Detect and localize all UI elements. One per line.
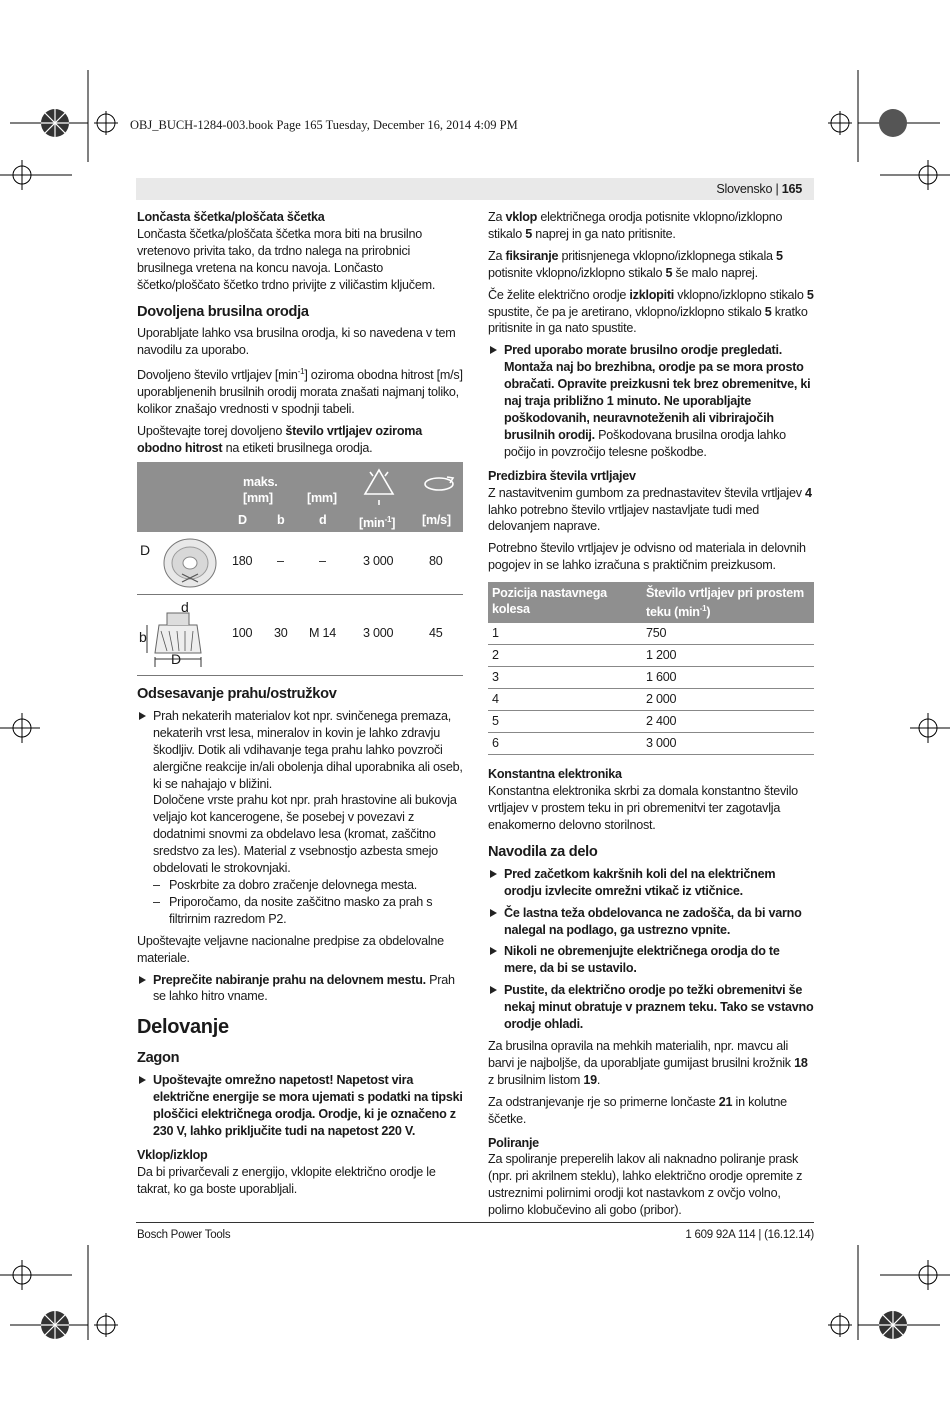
bullet-item: Nikoli ne obremenjujte električnega orodja do te mere, da bi se ustavilo.	[488, 943, 814, 977]
cell: 3	[488, 667, 642, 689]
col-header-mm: [mm]	[307, 491, 337, 505]
speed-table	[488, 582, 814, 755]
paragraph: Za fiksiranje pritisnjenega vklopno/izklopnega stikala 5 potisnite vklopno/izklopno stikalo 5 še malo naprej.	[488, 248, 783, 280]
tool-table-row	[137, 595, 463, 676]
paragraph: Upoštevajte torej dovoljeno število vrtljajev oziroma obodno hitrost na etiketi brusilnega orodja.	[137, 424, 422, 456]
right-column	[488, 209, 814, 1219]
table-row	[488, 733, 814, 755]
section-title: Lončasta ščetka/ploščata ščetka	[137, 210, 325, 224]
subsection-title: Poliranje	[488, 1135, 539, 1150]
cell: 3 000	[642, 733, 814, 755]
cell: 750	[642, 623, 814, 645]
subsection-title: Vklop/izklop	[137, 1147, 208, 1162]
cell-ms: 45	[429, 626, 443, 640]
chapter-title: Delovanje	[137, 1016, 229, 1039]
running-head: Slovensko | 165	[716, 182, 802, 196]
bullet-item: Pred začetkom kakršnih koli del na električnem orodju izvlecite omrežni vtikač iz vtičnice.	[488, 866, 814, 900]
paragraph: Potrebno število vrtljajev je odvisno od materiala in delovnih pogojev in se lahko izračuna s praktičnim preizkusom.	[488, 541, 806, 573]
left-column-lower	[137, 686, 463, 1197]
bullet-item: Če lastna teža obdelovanca ne zadošča, da bi varno nalegal na podlago, ga ustrezno vpnite.	[488, 905, 814, 939]
table-row	[488, 623, 814, 645]
bullet-item: Prah nekaterih materialov kot npr. svinčenega premaza, nekaterih vrst lesa, mineralov in kovin je lahko zdravju škodljiv. Dotik ali vdihavanje tega prahu lahko povzroči alergične reakcije in/ali obolenja dihal uporabnika ali oseb, ki se nahajajo v bližini.	[137, 708, 463, 793]
col-header-mm: [mm]	[243, 491, 273, 505]
paragraph: Lončasta ščetka/ploščata ščetka mora biti na brusilno vretenovo privita tako, da trdno nalega na prirobnici brusilnega vretena na koncu navoja. Lončasto ščetko/ploščato ščetko trdno privijte z viličastim ključem.	[137, 226, 436, 292]
cell-d: –	[319, 554, 326, 568]
cell-ms: 80	[429, 554, 443, 568]
bullet-item: Upoštevajte omrežno napetost! Napetost vira električne energije se mora ujemati s podatki na tipski ploščici električnega orodja. Orodje, ki je označeno z 230 V, lahko priključite tudi na napetost 220 V.	[137, 1072, 463, 1140]
paragraph: Upoštevajte veljavne nacionalne predpise za obdelovalne materiale.	[137, 933, 444, 965]
page-number: 165	[781, 182, 802, 196]
paragraph: Konstantna elektronika skrbi za domala konstantno število vrtljajev v prostem teku in pri obremenitvi ter zagotavlja enakomerno delovno storilnost.	[488, 784, 798, 833]
col-header-ms: [m/s]	[422, 513, 451, 527]
section-title: Zagon	[137, 1050, 180, 1067]
cell: 1	[488, 623, 642, 645]
print-meta-line: OBJ_BUCH-1284-003.book Page 165 Tuesday, December 16, 2014 4:09 PM	[130, 118, 518, 132]
paragraph: Za spoliranje preperelih lakov ali naknadno poliranje prask (npr. pri akrilnem steklu), lahko električno orodje opremite z ustreznimi polirnimi orodji kot nastavkom z ovčjo volno, polirno klobučevino ali gobo (pribor).	[488, 1152, 803, 1218]
fig-label: D	[171, 651, 181, 667]
cell: 2 000	[642, 689, 814, 711]
cell: 5	[488, 711, 642, 733]
table-row	[488, 689, 814, 711]
cell-b: –	[277, 554, 284, 568]
col-header-speed: Število vrtljajev pri prostem teku $(\min^{-1})$	[642, 582, 814, 623]
cell: 4	[488, 689, 642, 711]
subsection-title: Konstantna elektronika	[488, 767, 622, 782]
speed-table-header	[488, 582, 814, 623]
fig-label: d	[181, 599, 189, 615]
paragraph: Za vklop električnega orodja potisnite vklopno/izklopno stikalo 5 naprej in ga nato pritisnite.	[488, 210, 783, 241]
cell: 2	[488, 645, 642, 667]
running-head-lang: Slovensko	[716, 182, 773, 196]
fig-label: b	[139, 629, 147, 645]
footer-left: Bosch Power Tools	[137, 1229, 231, 1241]
grinding-disc-image	[162, 536, 218, 590]
cell-d: M 14	[309, 626, 336, 640]
section-title: Odsesavanje prahu/ostružkov	[137, 686, 337, 702]
cell: 2 400	[642, 711, 814, 733]
paragraph: Za brusilna opravila na mehkih materialih, npr. mavcu ali barvi je najboljše, da uporabljate gumijast brusilni krožnik 18 z brusilnim listom 19.	[488, 1039, 808, 1087]
cell: 1 200	[642, 645, 814, 667]
col-header-maks: maks.	[243, 475, 278, 489]
cell: 6	[488, 733, 642, 755]
subsection-title: Predizbira števila vrtljajev	[488, 468, 636, 483]
paragraph: Če želite električno orodje izklopiti vklopno/izklopno stikalo 5 spustite, če pa je aretirano, vklopno/izklopno stikalo 5 kratko pritisnite in ga nato spustite.	[488, 287, 814, 336]
col-header-position: Pozicija nastavnega kolesa	[488, 582, 642, 623]
col-header-d: d	[319, 513, 327, 527]
paragraph: Da bi privarčevali z energijo, vklopite električno orodje le takrat, ko ga boste uporabljali.	[137, 1164, 436, 1196]
footer-right: 1 609 92A 114 | (16.12.14)	[685, 1229, 814, 1241]
rotation-speed-icon	[359, 466, 399, 506]
col-header-rpm: $[\min^{-1}]$	[359, 515, 396, 531]
cell-b: 30	[274, 626, 288, 640]
footer-rule	[136, 1222, 814, 1223]
cell-rpm: 3 000	[363, 626, 394, 640]
table-row	[488, 645, 814, 667]
section-title: Dovoljena brusilna orodja	[137, 303, 309, 320]
dash-item: – Poskrbite za dobro zračenje delovnega mesta.	[137, 877, 463, 894]
cell-rpm: 3 000	[363, 554, 394, 568]
section-title: Navodila za delo	[488, 843, 598, 860]
col-header-b: b	[277, 513, 285, 527]
paragraph: Za odstranjevanje rje so primerne lončaste 21 in kolutne ščetke.	[488, 1094, 787, 1126]
paragraph: Uporabljate lahko vsa brusilna orodja, ki so navedena v tem navodilu za uporabo.	[137, 326, 456, 358]
left-column	[137, 209, 463, 457]
paragraph: Določene vrste prahu kot npr. prah hrastovine ali bukovja veljajo kot kancerogene, še posebej v povezavi z dodatnimi snovmi za obdelavo lesa (kromat, zaščitno sredstvo za les). Material z vsebnostjo azbesta smejo obdelovati le strokovnjaki.	[153, 793, 457, 876]
tool-table-row	[137, 532, 463, 595]
fig-label: D	[140, 542, 150, 558]
warning-item: Pred uporabo morate brusilno orodje pregledati. Montaža naj bo brezhibna, orodje pa se mora prosto obračati. Opravite preizkusni tek brez obremenitve, ki naj traja približno 1 minuto. Ne uporabljajte poškodovanih, neuravnoteženih ali vibrirajočih brusilnih orodij. Poškodovana brusilna orodja lahko počijo in povzročijo telesne poškodbe.	[488, 342, 814, 460]
dash-item: – Priporočamo, da nosite zaščitno masko za prah s filtrirnim razredom P2.	[137, 894, 463, 928]
circumferential-speed-icon	[421, 472, 457, 494]
cell-D: 100	[232, 626, 253, 640]
table-row	[488, 667, 814, 689]
cell-D: 180	[232, 554, 253, 568]
col-header-D: D	[238, 513, 247, 527]
cell: 1 600	[642, 667, 814, 689]
bullet-item: Pustite, da električno orodje po težki obremenitvi še nekaj minut obratuje v praznem teku. Tako se vstavno orodje ohladi.	[488, 982, 814, 1033]
table-row	[488, 711, 814, 733]
paragraph: Dovoljeno število vrtljajev $[\min^{-1}]$ oziroma obodna hitrost [m/s] uporabljenenih brusilnih orodij morata znašati najmanj toliko, kolikor znašajo vrednosti v spodnji tabeli.	[137, 367, 463, 417]
paragraph: Z nastavitvenim gumbom za prednastavitev števila vrtljajev 4 lahko potrebno število vrtljajev nastavljate tudi med delovanjem naprave.	[488, 485, 812, 534]
bullet-item: Preprečite nabiranje prahu na delovnem mestu. Prah se lahko hitro vname.	[137, 972, 463, 1006]
